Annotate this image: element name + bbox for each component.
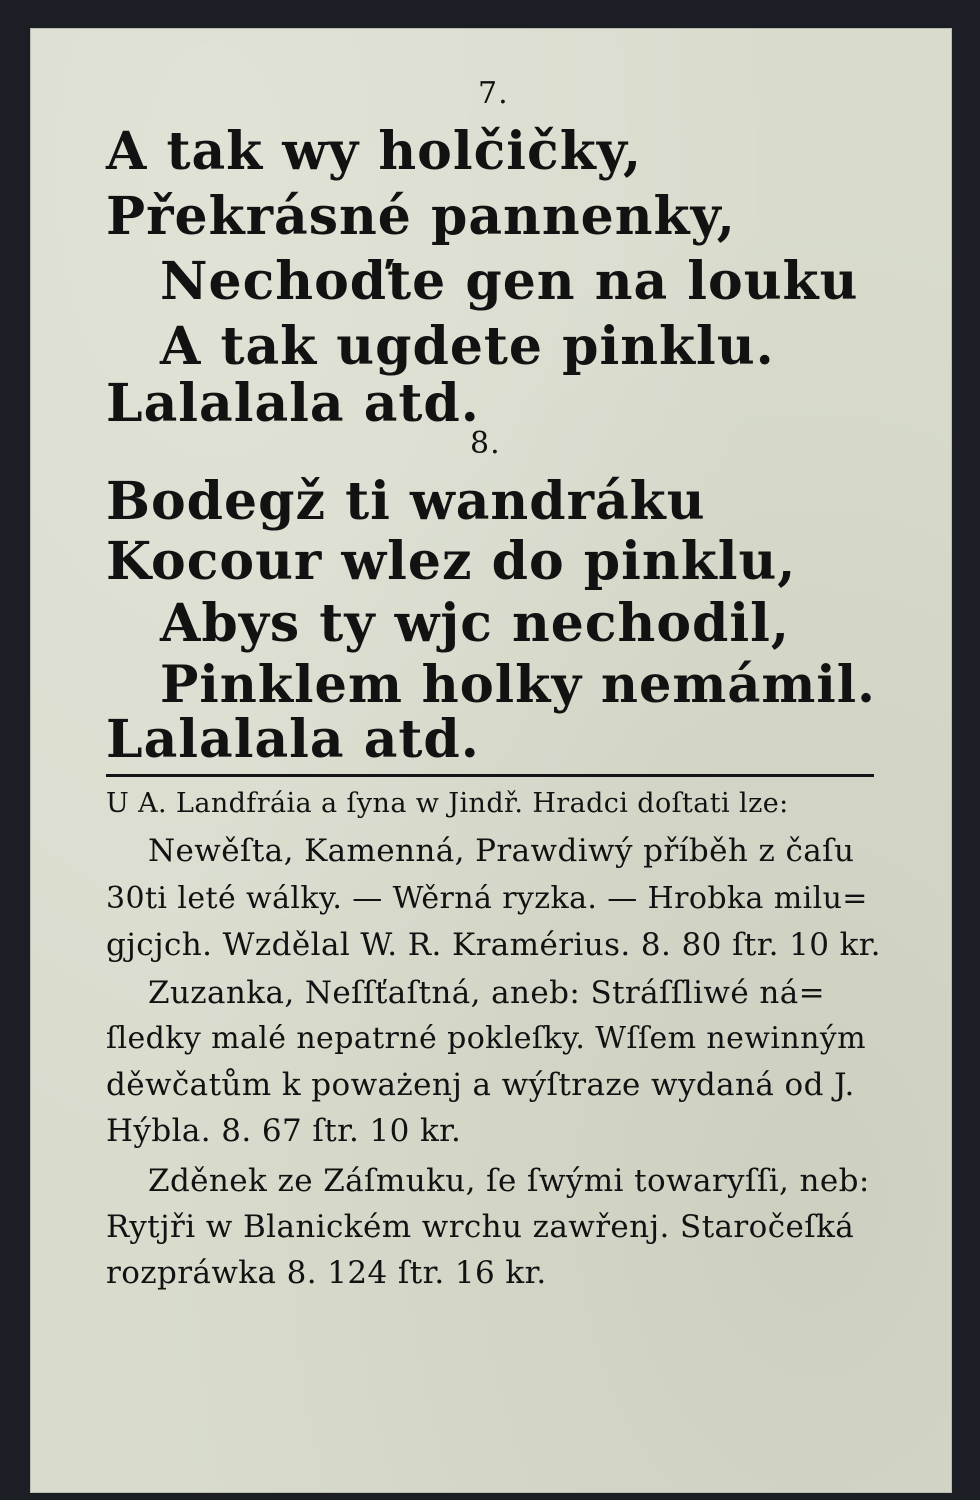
advert-line-4: gjcjch. Wzdělal W. R. Kramérius. 8. 80 ſtr. 10 kr. <box>106 927 881 963</box>
verse-7-refrain: Lalalala atd. <box>106 373 480 434</box>
verse-8-line-2: Kocour wlez do pinklu, <box>106 531 797 592</box>
advert-line-5: Zuzanka, Neſſťaſtná, aneb: Stráſſliwé ná= <box>148 975 825 1011</box>
verse-7-line-1: A tak wy holčičky, <box>106 121 643 182</box>
verse-8-line-1: Bodegž ti wandráku <box>106 471 706 532</box>
advert-line-6: ſledky malé nepatrné pokleſky. Wſſem newinným <box>106 1021 866 1056</box>
verse-8-line-3: Abys ty wjc nechodil, <box>160 593 790 654</box>
advert-line-3: 30ti leté wálky. — Wěrná ryzka. — Hrobka milu= <box>106 881 868 916</box>
verse-7-line-2: Překrásné pannenky, <box>106 186 736 247</box>
verse-8-refrain: Lalalala atd. <box>106 709 480 770</box>
advert-line-1: U A. Landfráia a ſyna w Jindř. Hradci doſtati lze: <box>106 788 789 819</box>
book-page <box>30 28 952 1493</box>
advert-line-11: rozpráwka 8. 124 ſtr. 16 kr. <box>106 1255 547 1291</box>
advert-line-8: Hýbla. 8. 67 ſtr. 10 kr. <box>106 1113 462 1149</box>
advert-line-2: Newěſta, Kamenná, Prawdiwý příběh z čaſu <box>148 833 855 869</box>
verse-number-8: 8. <box>470 426 501 461</box>
verse-number-7: 7. <box>478 76 509 111</box>
advert-line-7: děwčatům k poważenj a wýſtraze wydaná od J. <box>106 1067 855 1103</box>
verse-7-line-4: A tak ugdete pinklu. <box>160 316 775 377</box>
verse-7-line-3: Nechoďte gen na louku <box>160 251 859 312</box>
advert-line-10: Rytjři w Blanickém wrchu zawřenj. Staročeſká <box>106 1209 855 1245</box>
verse-8-line-4: Pinklem holky nemámil. <box>160 655 876 715</box>
section-divider <box>106 774 874 777</box>
advert-line-9: Zděnek ze Záſmuku, ſe ſwými towaryſſi, neb: <box>148 1163 870 1199</box>
